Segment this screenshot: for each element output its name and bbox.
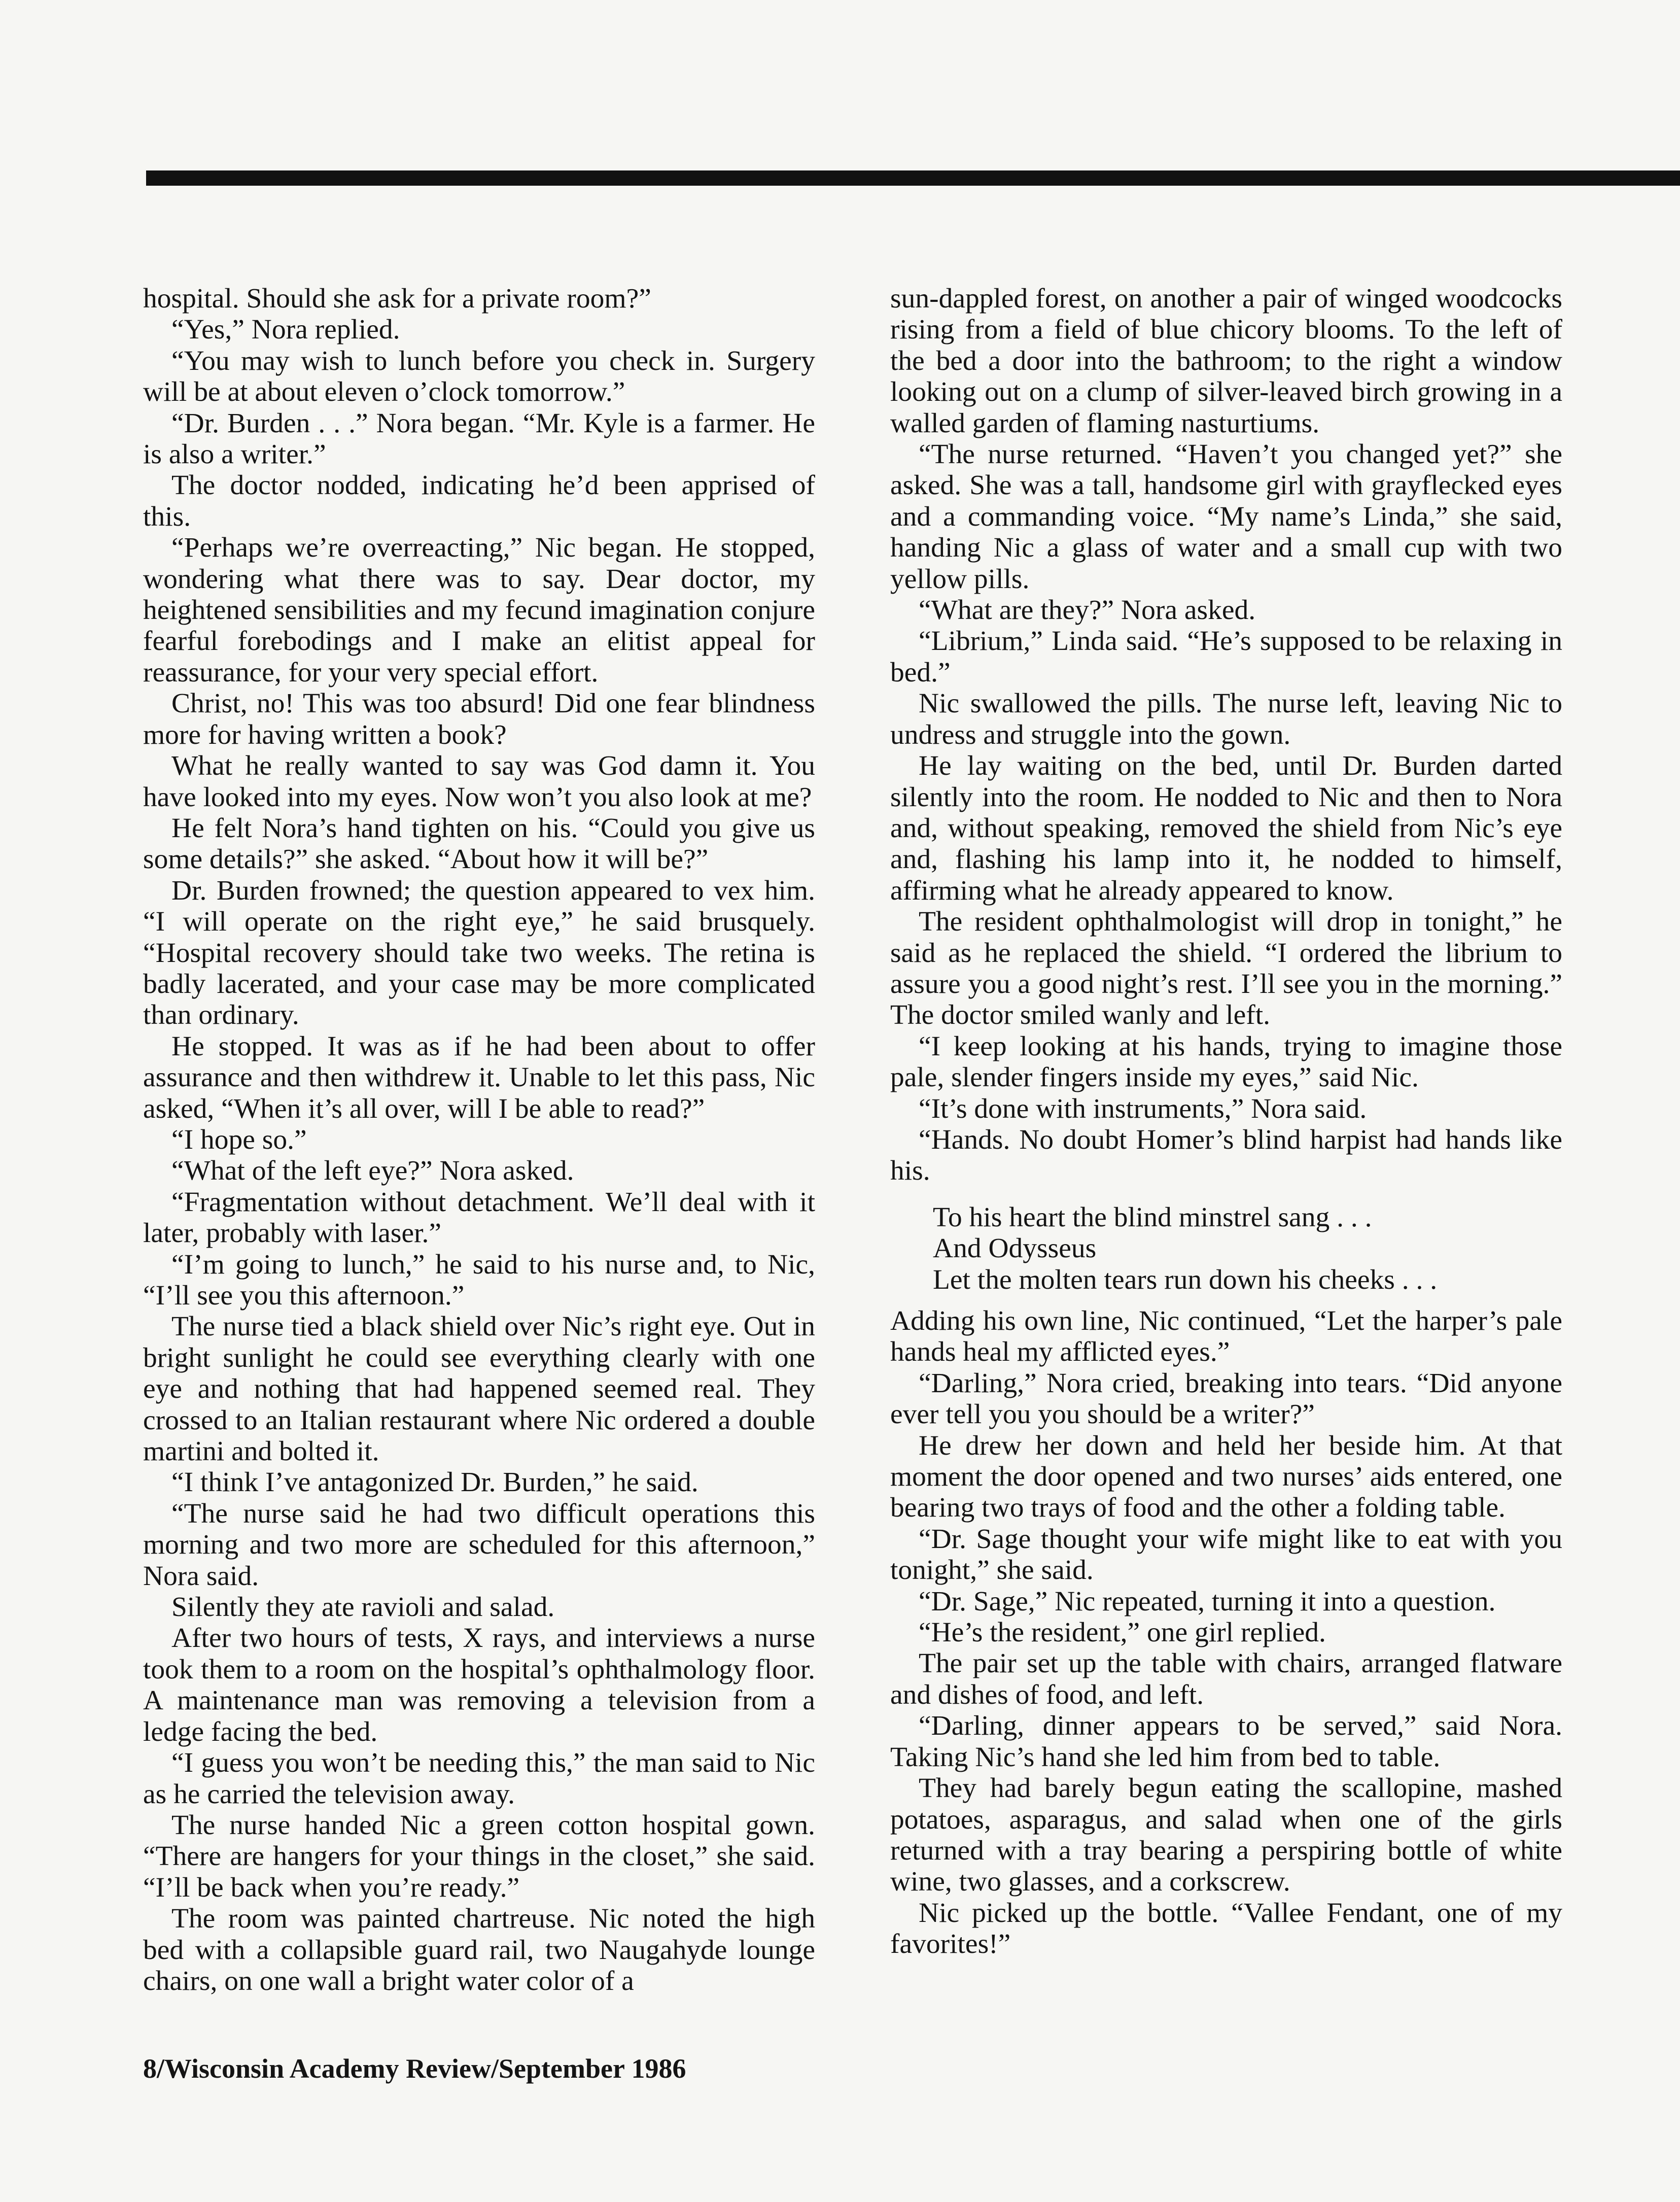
paragraph: “The nurse returned. “Haven’t you changed yet?” she asked. She was a tall, handsome girl with grayflecked eyes and a commanding voice. “My name’s Linda,” she said, handing Nic a glass of water and a small cup with two yellow pills. (890, 439, 1562, 595)
paragraph: “I keep looking at his hands, trying to imagine those pale, slender fingers inside my eyes,” said Nic. (890, 1030, 1562, 1093)
paragraph: Adding his own line, Nic continued, “Let the harper’s pale hands heal my afflicted eyes.” (890, 1305, 1562, 1368)
paragraph: He drew her down and held her beside him. At that moment the door opened and two nurses’ aids entered, one bearing two trays of food and the other a folding table. (890, 1430, 1562, 1524)
paragraph: “I’m going to lunch,” he said to his nurse and, to Nic, “I’ll see you this afternoon.” (143, 1249, 815, 1311)
paragraph: Christ, no! This was too absurd! Did one fear blindness more for having written a book? (143, 688, 815, 750)
paragraph: hospital. Should she ask for a private room?” (143, 283, 651, 314)
verse-line: And Odysseus (933, 1233, 1097, 1264)
paragraph: “The nurse said he had two difficult operations this morning and two more are scheduled for this afternoon,” Nora said. (143, 1498, 815, 1592)
paragraph: Nic picked up the bottle. “Vallee Fendant, one of my favorites!” (890, 1897, 1562, 1960)
paragraph: “Darling, dinner appears to be served,” said Nora. Taking Nic’s hand she led him from bed to table. (890, 1710, 1562, 1773)
paragraph: Silently they ate ravioli and salad. (171, 1592, 555, 1623)
paragraph: Nic swallowed the pills. The nurse left, leaving Nic to undress and struggle into the gown. (890, 688, 1562, 750)
paragraph: Dr. Burden frowned; the question appeared to vex him. “I will operate on the right eye,” he said brusquely. “Hospital recovery should take two weeks. The retina is badly lacerated, and your case may be more complicated than ordinary. (143, 875, 815, 1031)
paragraph: “Fragmentation without detachment. We’ll deal with it later, probably with laser.” (143, 1186, 815, 1249)
paragraph: What he really wanted to say was God damn it. You have looked into my eyes. Now won’t you also look at me? (143, 750, 815, 813)
paragraph: The resident ophthalmologist will drop in tonight,” he said as he replaced the shield. “I ordered the librium to assure you a good night’s rest. I’ll see you in the morning.” The doctor smiled wanly and left. (890, 906, 1562, 1031)
paragraph: “Hands. No doubt Homer’s blind harpist had hands like his. (890, 1124, 1562, 1187)
right-column-prose-bottom (890, 1305, 1562, 1960)
paragraph: The pair set up the table with chairs, arranged flatware and dishes of food, and left. (890, 1648, 1562, 1710)
paragraph: The room was painted chartreuse. Nic noted the high bed with a collapsible guard rail, two Naugahyde lounge chairs, on one wall a bright water color of a (143, 1903, 815, 1997)
paragraph: “Dr. Sage,” Nic repeated, turning it into a question. (919, 1586, 1496, 1617)
paragraph: They had barely begun eating the scallopine, mashed potatoes, asparagus, and salad when one of the girls returned with a tray bearing a perspiring bottle of white wine, two glasses, and a corkscrew. (890, 1773, 1562, 1898)
paragraph: “Dr. Burden . . .” Nora began. “Mr. Kyle is a farmer. He is also a writer.” (143, 407, 815, 470)
paragraph: “I hope so.” (171, 1124, 307, 1155)
paragraph: After two hours of tests, X rays, and interviews a nurse took them to a room on the hospital’s ophthalmology floor. A maintenance man was removing a television from a ledge facing the bed. (143, 1623, 815, 1747)
paragraph: “I think I’ve antagonized Dr. Burden,” he said. (171, 1467, 698, 1498)
header-rule (146, 170, 1680, 186)
paragraph: He lay waiting on the bed, until Dr. Burden darted silently into the room. He nodded to Nic and then to Nora and, without speaking, removed the shield from Nic’s eye and, flashing his lamp into it, he nodded to himself, affirming what he already appeared to know. (890, 750, 1562, 906)
paragraph: “Librium,” Linda said. “He’s supposed to be relaxing in bed.” (890, 626, 1562, 688)
paragraph: “What of the left eye?” Nora asked. (171, 1155, 574, 1187)
right-column-prose-top (890, 283, 1562, 1187)
paragraph: “Darling,” Nora cried, breaking into tears. “Did anyone ever tell you you should be a writer?” (890, 1367, 1562, 1430)
paragraph: “I guess you won’t be needing this,” the man said to Nic as he carried the television away. (143, 1747, 815, 1810)
paragraph: “What are they?” Nora asked. (919, 595, 1256, 626)
paragraph: The nurse handed Nic a green cotton hospital gown. “There are hangers for your things in the closet,” she said. “I’ll be back when you’re ready.” (143, 1809, 815, 1903)
paragraph: He felt Nora’s hand tighten on his. “Could you give us some details?” she asked. “About how it will be?” (143, 812, 815, 875)
paragraph: He stopped. It was as if he had been about to offer assurance and then withdrew it. Unable to let this pass, Nic asked, “When it’s all over, will I be able to read?” (143, 1030, 815, 1124)
right-column (890, 283, 1562, 1960)
page-folio: 8/Wisconsin Academy Review/September 1986 (143, 2053, 686, 2084)
paragraph: sun-dappled forest, on another a pair of winged woodcocks rising from a field of blue chicory blooms. To the left of the bed a door into the bathroom; to the right a window looking out on a clump of silver-leaved birch growing in a walled garden of flaming nasturtiums. (890, 283, 1562, 439)
paragraph: “It’s done with instruments,” Nora said. (919, 1093, 1367, 1124)
paragraph: “He’s the resident,” one girl replied. (919, 1617, 1326, 1648)
paragraph: “You may wish to lunch before you check in. Surgery will be at about eleven o’clock tomorrow.” (143, 345, 815, 408)
verse-line: To his heart the blind minstrel sang . . . (933, 1201, 1372, 1233)
paragraph: The nurse tied a black shield over Nic’s right eye. Out in bright sunlight he could see everything clearly with one eye and nothing that had happened seemed real. They crossed to an Italian restaurant where Nic ordered a double martini and bolted it. (143, 1311, 815, 1467)
paragraph: “Dr. Sage thought your wife might like to eat with you tonight,” she said. (890, 1523, 1562, 1586)
paragraph: “Yes,” Nora replied. (171, 314, 400, 346)
verse-line: Let the molten tears run down his cheeks . . . (933, 1264, 1438, 1295)
paragraph: The doctor nodded, indicating he’d been apprised of this. (143, 470, 815, 532)
left-column (143, 283, 815, 1997)
paragraph: “Perhaps we’re overreacting,” Nic began. He stopped, wondering what there was to say. Dear doctor, my heightened sensibilities and my fecund imagination conjure fearful forebodings and I make an elitist appeal for reassurance, for your very special effort. (143, 532, 815, 688)
verse-quotation (890, 1202, 1562, 1295)
